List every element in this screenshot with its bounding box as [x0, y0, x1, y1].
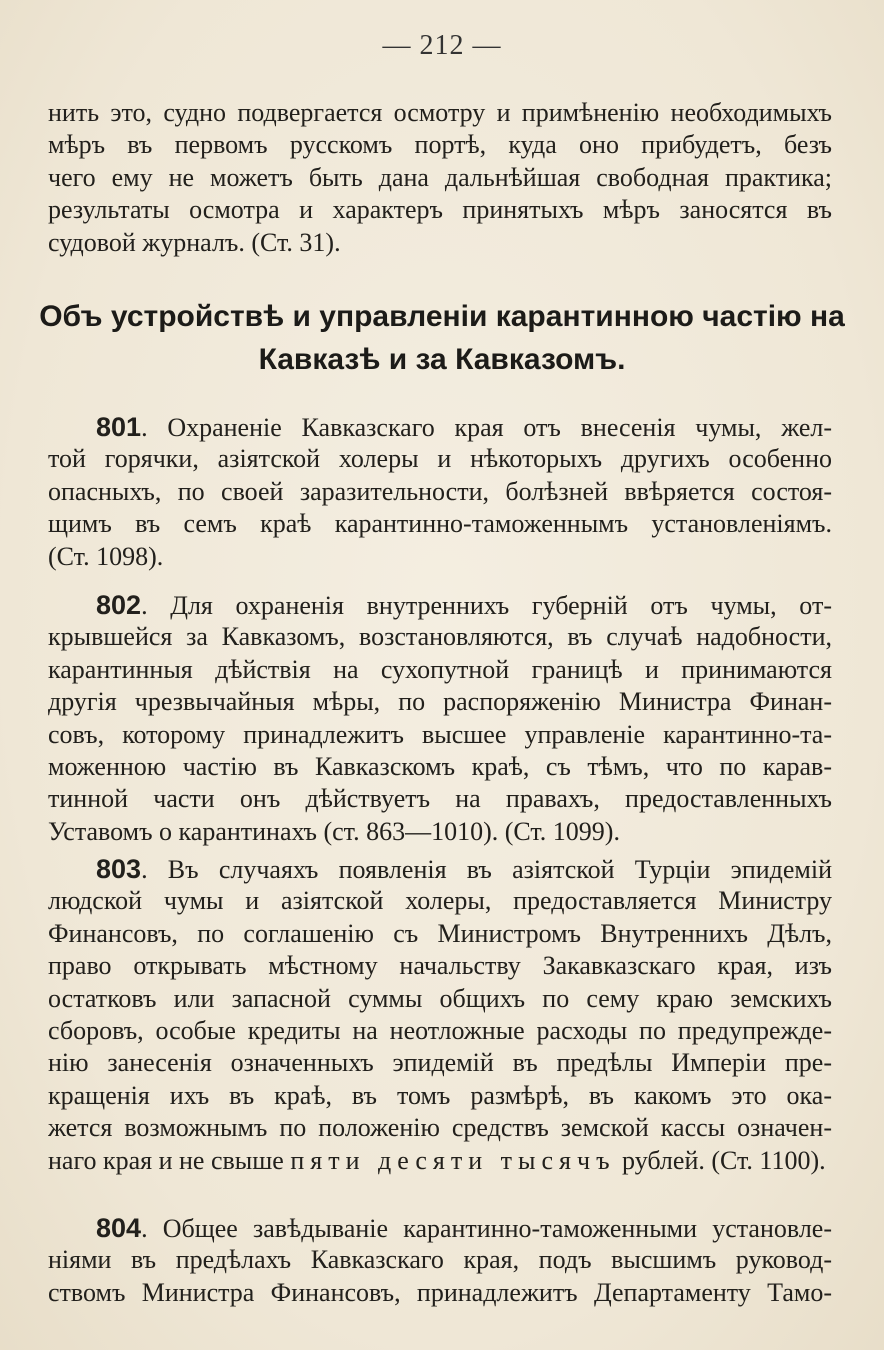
article-first-line [48, 411, 832, 443]
section-heading-line-1: Объ устройствѣ и управленіи карантинною частію на [39, 300, 845, 333]
article-first-line [48, 853, 832, 885]
text-line: ніями въ предѣлахъ Кавказскаго края, подъ высшимъ руковод- [48, 1245, 832, 1275]
article-text: . Охраненіе Кавказскаго края отъ внесенія чумы, жел- [141, 413, 832, 442]
text-line: другія чрезвычайныя мѣры, по распоряженію Министра Финан- [48, 687, 832, 717]
article-text: . Въ случаяхъ появленія въ азіятской Турціи эпидемій [141, 855, 832, 884]
text-line: остатковъ или запасной суммы общихъ по сему краю земскихъ [48, 983, 832, 1013]
text-line: Уставомъ о карантинахъ (ст. 863—1010). (Ст. 1099). [48, 816, 620, 846]
text-line: совъ, которому принадлежитъ высшее управленіе карантинно-та- [48, 719, 832, 749]
text-line: результаты осмотра и характеръ принятыхъ мѣръ заносятся въ [48, 195, 832, 225]
text-segment: рублей. (Ст. 1100). [622, 1145, 826, 1175]
article-801 [48, 411, 832, 573]
section-heading-line-2: Кавказѣ и за Кавказомъ. [258, 343, 626, 376]
text-line: нію занесенія означенныхъ эпидемій въ предѣлы Имперіи пре- [48, 1048, 832, 1078]
article-number: 802 [96, 590, 142, 620]
text-line: ствомъ Министра Финансовъ, принадлежитъ Департаменту Тамо- [48, 1277, 832, 1307]
text-line: мѣръ въ первомъ русскомъ портѣ, куда оно прибудетъ, безъ [48, 130, 832, 160]
text-line: моженною частію въ Кавказскомъ краѣ, съ тѣмъ, что по карав- [48, 751, 832, 781]
article-804 [48, 1212, 832, 1309]
text-line: (Ст. 1098). [48, 541, 164, 571]
section-heading [0, 295, 884, 381]
text-line: кращенія ихъ въ краѣ, въ томъ размѣрѣ, въ какомъ это ока- [48, 1080, 832, 1110]
article-number: 801 [96, 412, 142, 442]
text-line: карантинныя дѣйствія на сухопутной границѣ и принимаются [48, 654, 832, 684]
page-number: — 212 — [382, 30, 502, 61]
text-line: право открывать мѣстному начальству Закавказскаго края, изъ [48, 951, 832, 981]
text-line: щимъ въ семъ краѣ карантинно-таможеннымъ установленіямъ. [48, 509, 832, 539]
text-line [48, 1145, 832, 1177]
text-line: чего ему не можетъ быть дана дальнѣйшая свободная практика; [48, 162, 832, 192]
article-number: 803 [96, 854, 142, 884]
text-line: нить это, судно подвергается осмотру и примѣненію необходимыхъ [48, 98, 832, 127]
spaced-emphasis: пяти десяти тысячъ [290, 1145, 616, 1175]
text-line: сборовъ, особые кредиты на неотложные расходы по предупрежде- [48, 1015, 832, 1045]
article-first-line [48, 589, 832, 621]
intro-paragraph [48, 97, 832, 259]
article-first-line [48, 1212, 832, 1244]
article-802 [48, 589, 832, 848]
text-line: той горячки, азіятской холеры и нѣкоторыхъ другихъ особенно [48, 444, 832, 474]
article-text: . Общее завѣдываніе карантинно-таможенными установле- [141, 1214, 832, 1243]
text-line: Финансовъ, по соглашенію съ Министромъ Внутреннихъ Дѣлъ, [48, 918, 832, 948]
text-line: опасныхъ, по своей заразительности, болѣзней ввѣряется состоя- [48, 476, 832, 506]
text-line: людской чумы и азіятской холеры, предоставляется Министру [48, 886, 832, 916]
article-number: 804 [96, 1213, 142, 1243]
article-803 [48, 853, 832, 1177]
text-line: тинной части онъ дѣйствуетъ на правахъ, предоставленныхъ [48, 784, 832, 814]
text-segment: наго края и не свыше [48, 1145, 284, 1175]
article-text: . Для охраненія внутреннихъ губерній отъ чумы, от- [141, 591, 832, 620]
text-line: судовой журналъ. (Ст. 31). [48, 227, 341, 257]
text-line: крывшейся за Кавказомъ, возстановляются, въ случаѣ надобности, [48, 622, 832, 652]
text-line: жется возможнымъ по положенію средствъ земской кассы означен- [48, 1113, 832, 1143]
